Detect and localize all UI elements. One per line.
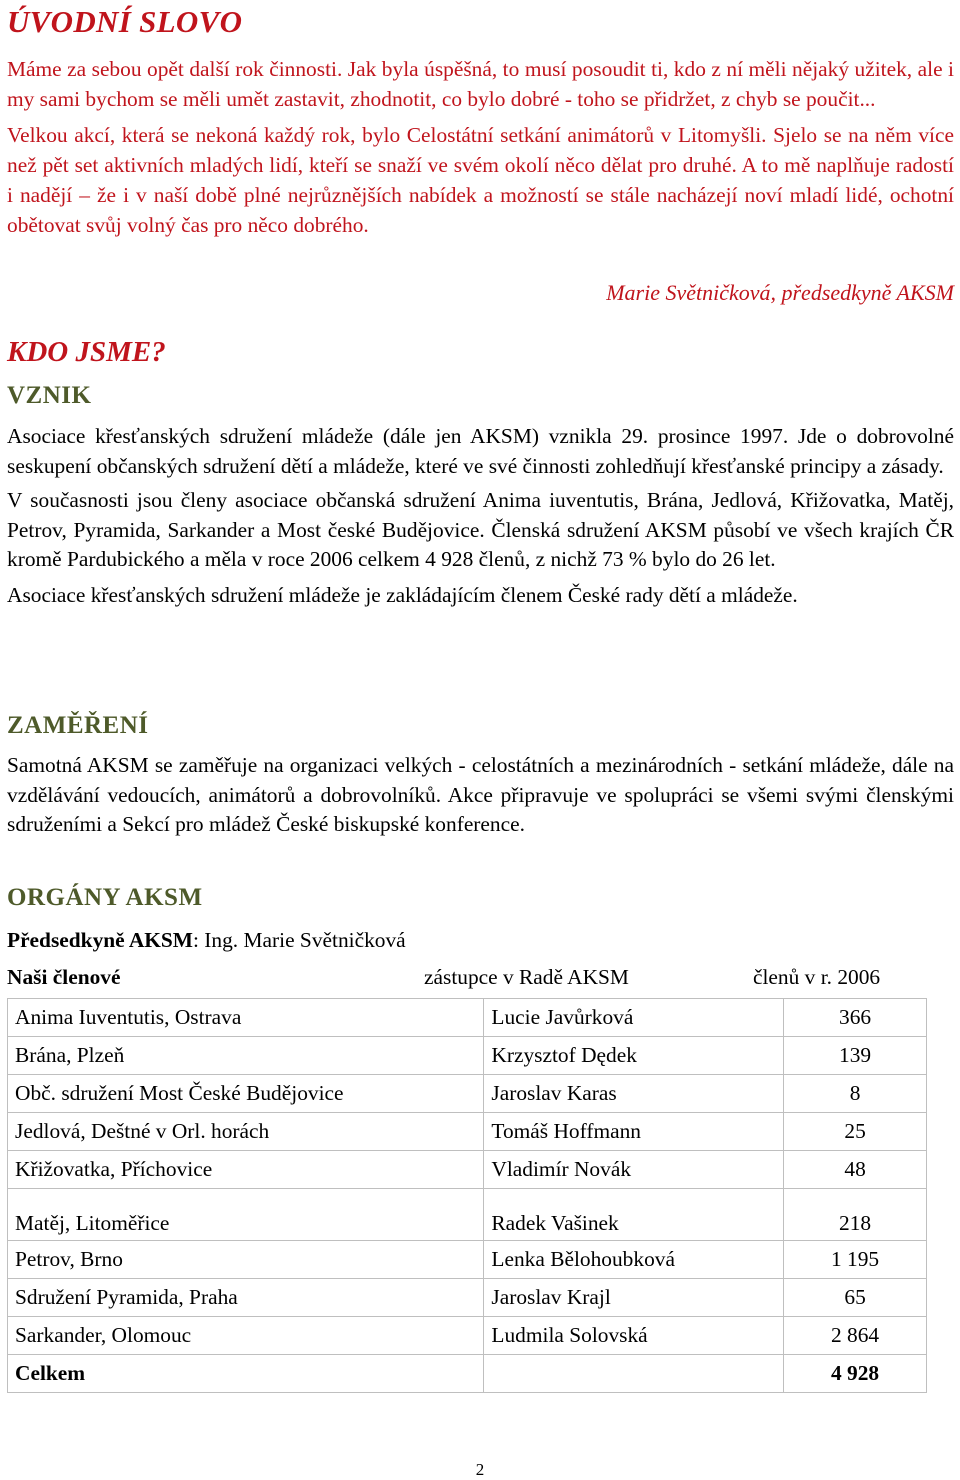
table-row	[8, 1279, 927, 1317]
vznik-paragraph-1: Asociace křesťanských sdružení mládeže (dále jen AKSM) vznikla 29. prosince 1997. Jde o dobrovolné seskupení občanských sdružení dětí a mládeže, které ve své činnosti zohledňují křesťanské principy a zásady.	[7, 424, 954, 478]
organy-heading: ORGÁNY AKSM	[7, 884, 203, 911]
member-org-cell: Křižovatka, Příchovice	[8, 1151, 484, 1189]
chairwoman-label: Předsedkyně AKSM	[7, 928, 193, 952]
member-count-cell: 8	[784, 1075, 927, 1113]
intro-paragraph-2: Velkou akcí, která se nekoná každý rok, bylo Celostátní setkání animátorů v Litomyšli. Sjelo se na něm více než pět set aktivních mladých lidí, kteří se snaží ve svém okolí něco dělat pro druhé. A to mě naplňuje radostí i nadějí – že i v naší době plné nejrůznějších nabídek a možností se stále nacházejí noví mladí lidé, ochotní obětovat svůj volný čas pro něco dobrého.	[7, 123, 954, 237]
chairwoman-name: : Ing. Marie Světničková	[193, 928, 406, 952]
member-representative-cell: Lucie Javůrková	[484, 999, 784, 1037]
intro-signature: Marie Světničková, předsedkyně AKSM	[606, 280, 954, 305]
member-representative-cell: Jaroslav Karas	[484, 1075, 784, 1113]
member-representative-cell: Tomáš Hoffmann	[484, 1113, 784, 1151]
vznik-section	[7, 422, 954, 615]
member-count-cell: 65	[784, 1279, 927, 1317]
table-row	[8, 1189, 927, 1241]
member-org-cell: Brána, Plzeň	[8, 1037, 484, 1075]
table-row	[8, 1317, 927, 1355]
members-table-body	[8, 999, 927, 1393]
chairwoman-line	[7, 928, 406, 953]
member-org-cell: Jedlová, Deštné v Orl. horách	[8, 1113, 484, 1151]
member-count-cell: 139	[784, 1037, 927, 1075]
vznik-paragraph-3: Asociace křesťanských sdružení mládeže je zakládajícím členem České rady dětí a mládeže.	[7, 582, 798, 607]
member-representative-cell: Krzysztof Dędek	[484, 1037, 784, 1075]
member-count-cell: 1 195	[784, 1241, 927, 1279]
zamereni-heading: ZAMĚŘENÍ	[7, 712, 149, 739]
member-representative-cell: Lenka Bělohoubková	[484, 1241, 784, 1279]
member-org-cell: Anima Iuventutis, Ostrava	[8, 999, 484, 1037]
member-representative-cell: Jaroslav Krajl	[484, 1279, 784, 1317]
member-org-cell: Sarkander, Olomouc	[8, 1317, 484, 1355]
total-empty-cell	[484, 1355, 784, 1393]
table-row	[8, 1151, 927, 1189]
table-row	[8, 1037, 927, 1075]
member-representative-cell: Radek Vašinek	[484, 1189, 784, 1241]
member-count-cell: 366	[784, 999, 927, 1037]
members-table	[7, 998, 927, 1393]
total-label: Celkem	[8, 1355, 484, 1393]
member-count-cell: 218	[784, 1189, 927, 1241]
member-org-cell: Petrov, Brno	[8, 1241, 484, 1279]
members-column-headers	[7, 965, 954, 995]
col-count-header: členů v r. 2006	[753, 965, 881, 989]
intro-title: ÚVODNÍ SLOVO	[7, 4, 243, 39]
intro-text	[7, 54, 954, 246]
vznik-heading: VZNIK	[7, 382, 92, 409]
member-org-cell: Sdružení Pyramida, Praha	[8, 1279, 484, 1317]
table-row	[8, 1241, 927, 1279]
vznik-paragraph-2: V současnosti jsou členy asociace občanská sdružení Anima iuventutis, Brána, Jedlová, Křižovatka, Matěj, Petrov, Pyramida, Sarkander a Most české Budějovice. Členská sdružení AKSM působí ve všech krajích ČR kromě Pardubického a měla v roce 2006 celkem 4 928 členů, z nichž 73 % bylo do 26 let.	[7, 488, 954, 571]
table-row	[8, 1075, 927, 1113]
total-value: 4 928	[784, 1355, 927, 1393]
col-representative-header: zástupce v Radě AKSM	[424, 965, 629, 989]
member-representative-cell: Vladimír Novák	[484, 1151, 784, 1189]
table-row	[8, 1113, 927, 1151]
page-number: 2	[475, 1460, 485, 1479]
zamereni-paragraph: Samotná AKSM se zaměřuje na organizaci velkých - celostátních a mezinárodních - setkání mládeže, dále na vzdělávání vedoucích, animátorů a dobrovolníků. Akce připravuje ve spolupráci se všemi svými členskými sdruženími a Sekcí pro mládež České biskupské konference.	[7, 753, 954, 836]
member-org-cell: Matěj, Litoměřice	[8, 1189, 484, 1241]
member-count-cell: 48	[784, 1151, 927, 1189]
table-row	[8, 999, 927, 1037]
member-count-cell: 25	[784, 1113, 927, 1151]
member-representative-cell: Ludmila Solovská	[484, 1317, 784, 1355]
member-count-cell: 2 864	[784, 1317, 927, 1355]
intro-paragraph-1: Máme za sebou opět další rok činnosti. Jak byla úspěšná, to musí posoudit ti, kdo z ní měli nějaký užitek, ale i my sami bychom se měli umět zastavit, zhodnotit, co bylo dobré - toho se přidržet, z chyb se poučit...	[7, 57, 954, 111]
table-total-row	[8, 1355, 927, 1393]
member-org-cell: Obč. sdružení Most České Budějovice	[8, 1075, 484, 1113]
kdo-jsme-title: KDO JSME?	[7, 336, 166, 368]
col-members-header: Naši členové	[7, 965, 121, 989]
